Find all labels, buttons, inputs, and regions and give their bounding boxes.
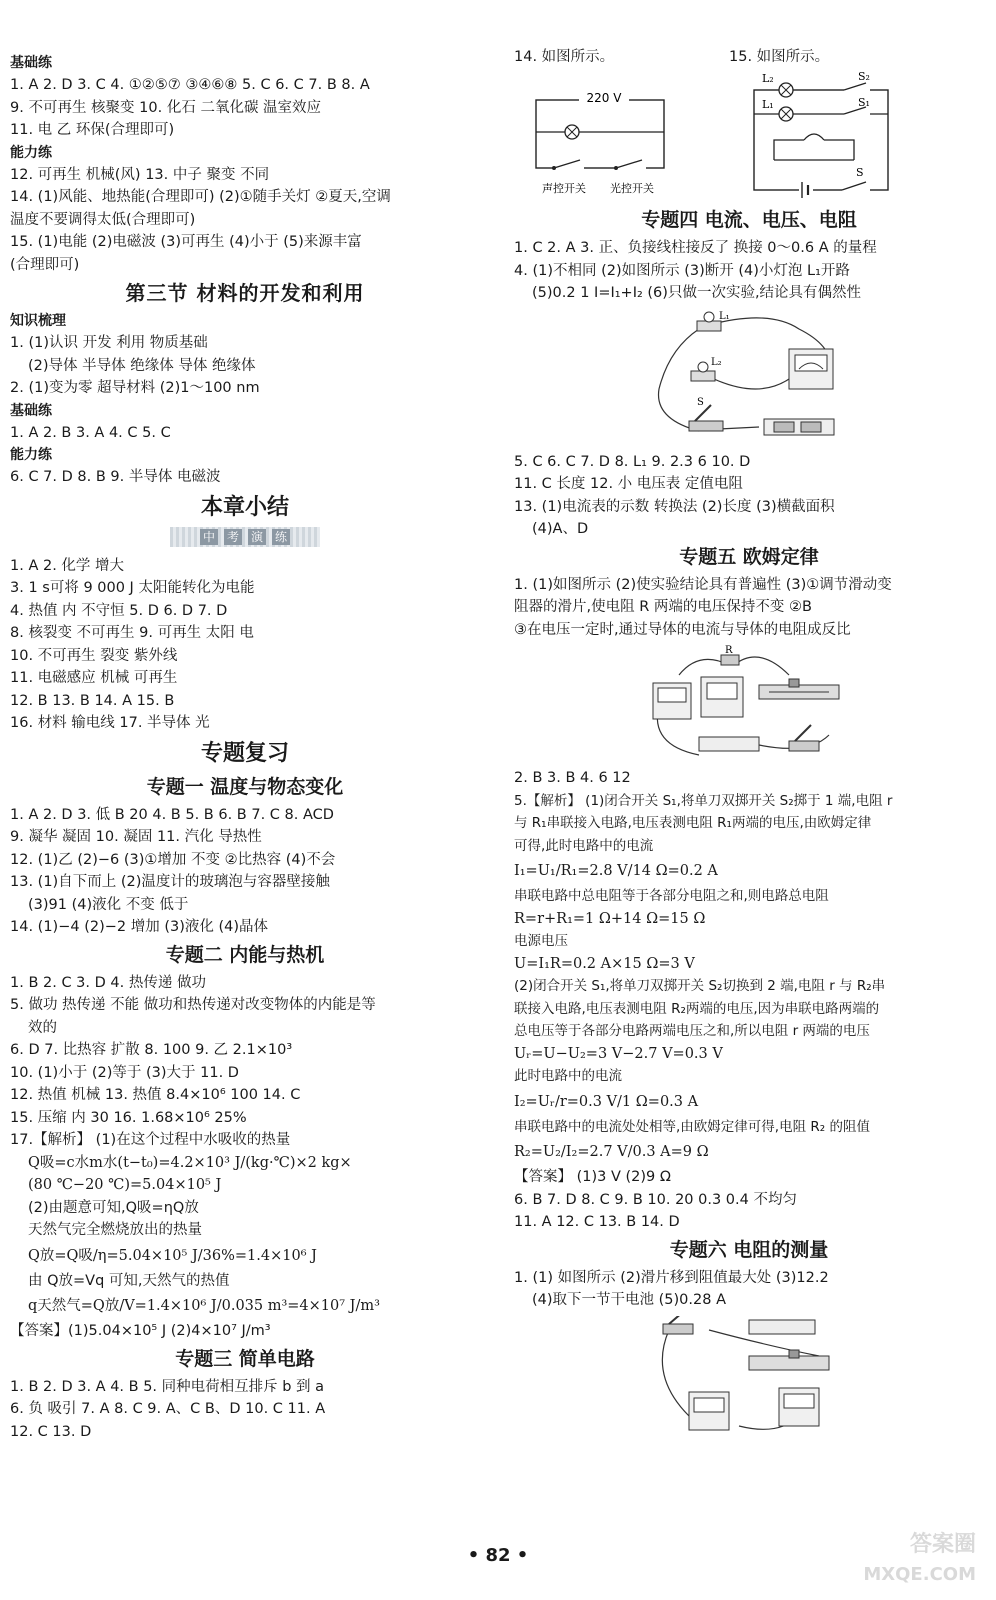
answer-line: 温度不要调得太低(合理即可) [10, 211, 196, 228]
banner-char: 中 [200, 529, 218, 545]
answer-line: 11. C 长度 12. 小 电压表 定值电阻 [514, 476, 743, 492]
answer-line: 11. A 12. C 13. B 14. D [514, 1214, 680, 1230]
section-title: 第三节 材料的开发和利用 [125, 281, 365, 305]
circuit-diagram-15 [744, 70, 894, 200]
answer-line: 1. A 2. 化学 增大 [10, 557, 125, 574]
solution-line: (2)闭合开关 S₁,将单刀双掷开关 S₂切换到 2 端,电阻 r 与 R₂串 [514, 978, 886, 994]
circuit-diagram-14 [524, 80, 684, 198]
exam-practice-banner [10, 527, 480, 547]
solution-line: 串联电路中的电流处处相等,由欧姆定律可得,电阻 R₂ 的阻值 [514, 1118, 870, 1135]
answer-line: 6. B 7. D 8. C 9. B 10. 20 0.3 0.4 不均匀 [514, 1191, 797, 1208]
lamp-label: L₂ [711, 356, 722, 368]
answer-line: 14. (1)风能、地热能(合理即可) (2)①随手关灯 ②夏天,空调 [10, 189, 391, 205]
formula-line: R=r+R₁=1 Ω+14 Ω=15 Ω [514, 910, 706, 927]
section-heading: 基础练 [10, 402, 52, 419]
formula-line: Q放=Q吸/η=5.04×10⁵ J/36%=1.4×10⁶ J [28, 1247, 317, 1264]
formula-line: Q吸=c水m水(t−t₀)=4.2×10³ J/(kg·℃)×2 kg× [28, 1154, 352, 1171]
answer-line: 6. 负 吸引 7. A 8. C 9. A、C B、D 10. C 11. A [10, 1401, 326, 1417]
chapter-title: 本章小结 [200, 493, 289, 520]
lamp-label: L₂ [762, 72, 774, 85]
answer-line: (4)A、D [532, 521, 589, 537]
answer-line: (5)0.2 1 I=I₁+I₂ (6)只做一次实验,结论具有偶然性 [532, 285, 862, 301]
answer-line: 13. (1)电流表的示数 转换法 (2)长度 (3)横截面积 [514, 498, 835, 515]
figure-caption: 15. 如图所示。 [729, 49, 830, 65]
solution-line: 电源电压 [514, 933, 568, 949]
answer-line: 5. 做功 热传递 不能 做功和热传递对改变物体的内能是等 [10, 997, 376, 1013]
formula-line: (80 ℃−20 ℃)=5.04×10⁵ J [28, 1177, 222, 1193]
solution-line: 可得,此时电路中的电流 [514, 837, 654, 854]
answer-line: 1. B 2. D 3. A 4. B 5. 同种电荷相互排斥 b 到 a [10, 1378, 325, 1395]
answer-line: 1. A 2. D 3. C 4. ①②⑤⑦ ③④⑥⑧ 5. C 6. C 7. B 8. A [10, 77, 370, 93]
answer-line: 1. A 2. D 3. 低 B 20 4. B 5. B 6. B 7. C 8. ACD [10, 806, 334, 823]
solution-line: 由 Q放=Vq 可知,天然气的热值 [28, 1272, 230, 1289]
solution-line: (2)由题意可知,Q吸=ηQ放 [28, 1199, 199, 1216]
formula-line: q天然气=Q放/V=1.4×10⁶ J/0.035 m³=4×10⁷ J/m³ [28, 1298, 380, 1314]
lamp-label: L₁ [719, 310, 730, 322]
solution-line: 5.【解析】 (1)闭合开关 S₁,将单刀双掷开关 S₂掷于 1 端,电阻 r [514, 792, 893, 809]
answer-line: 15. 压缩 内 30 16. 1.68×10⁶ 25% [10, 1109, 247, 1126]
answer-line: 5. C 6. C 7. D 8. L₁ 9. 2.3 6 10. D [514, 453, 751, 470]
section-heading: 基础练 [10, 55, 52, 71]
answer-line: 1. (1)认识 开发 利用 物质基础 [10, 335, 208, 351]
voltage-label: 220 V [586, 91, 622, 105]
switch-label: 光控开关 [610, 182, 654, 195]
answer-summary: 【答案】 (1)3 V (2)9 Ω [514, 1169, 671, 1185]
answer-line: 12. B 13. B 14. A 15. B [10, 692, 175, 709]
answer-line: 12. 可再生 机械(风) 13. 中子 聚变 不同 [10, 166, 270, 183]
circuit-figures-row [514, 46, 984, 204]
solution-line: 与 R₁串联接入电路,电压表测电阻 R₁两端的电压,由欧姆定律 [514, 815, 872, 831]
review-title: 专题复习 [200, 739, 289, 766]
answer-line: 14. (1)−4 (2)−2 增加 (3)液化 (4)晶体 [10, 919, 269, 935]
answer-line: 10. 不可再生 裂变 紫外线 [10, 647, 178, 664]
solution-line: 天然气完全燃烧放出的热量 [28, 1222, 202, 1238]
banner-char: 演 [248, 529, 266, 545]
answer-line: 3. 1 s可将 9 000 J 太阳能转化为电能 [10, 580, 255, 596]
watermark-text: 答案圈 [909, 1532, 976, 1557]
answer-line: 6. D 7. 比热容 扩散 8. 100 9. 乙 2.1×10³ [10, 1042, 293, 1058]
topic-title: 专题二 内能与热机 [165, 943, 325, 966]
answer-line: 1. (1) 如图所示 (2)滑片移到阻值最大处 (3)12.2 [514, 1269, 829, 1286]
topic-title: 专题六 电阻的测量 [669, 1238, 829, 1261]
answer-line: 9. 凝华 凝固 10. 凝固 11. 汽化 导热性 [10, 829, 262, 845]
switch-label: S [856, 166, 864, 179]
topic-title: 专题四 电流、电压、电阻 [641, 209, 857, 231]
right-column [514, 46, 984, 1444]
formula-line: R₂=U₂/I₂=2.7 V/0.3 A=9 Ω [514, 1144, 709, 1160]
answer-summary: 【答案】(1)5.04×10⁵ J (2)4×10⁷ J/m³ [10, 1323, 271, 1339]
answer-line: 11. 电 乙 环保(合理即可) [10, 122, 175, 138]
switch-label: S₁ [858, 96, 870, 109]
answer-line: 效的 [28, 1019, 57, 1036]
switch-label: S [697, 396, 704, 408]
solution-line: 17.【解析】 (1)在这个过程中水吸收的热量 [10, 1132, 291, 1148]
answer-line: 12. (1)乙 (2)−6 (3)①增加 不变 ②比热容 (4)不会 [10, 851, 336, 868]
page-number: • 82 • [467, 1545, 529, 1566]
answer-line: 16. 材料 输电线 17. 半导体 光 [10, 715, 210, 731]
answer-line: 11. 电磁感应 机械 可再生 [10, 670, 178, 686]
answer-line: 4. 热值 内 不守恒 5. D 6. D 7. D [10, 602, 228, 619]
solution-line: 串联电路中总电阻等于各部分电阻之和,则电路总电阻 [514, 888, 829, 904]
solution-line: 总电压等于各部分电路两端电压之和,所以电阻 r 两端的电压 [514, 1023, 870, 1039]
formula-line: I₂=Uᵣ/r=0.3 V/1 Ω=0.3 A [514, 1093, 699, 1110]
formula-line: I₁=U₁/R₁=2.8 V/14 Ω=0.2 A [514, 863, 718, 879]
answer-line: 1. C 2. A 3. 正、负接线柱接反了 换接 0～0.6 A 的量程 [514, 240, 877, 256]
topic-title: 专题五 欧姆定律 [679, 545, 819, 568]
answer-line: 12. 热值 机械 13. 热值 8.4×10⁶ 100 14. C [10, 1087, 301, 1103]
circuit-photo-topic6 [649, 1316, 849, 1440]
answer-line: 1. B 2. C 3. D 4. 热传递 做功 [10, 974, 206, 991]
answer-line: 6. C 7. D 8. B 9. 半导体 电磁波 [10, 469, 221, 485]
answer-line: (4)取下一节干电池 (5)0.28 A [532, 1292, 727, 1308]
answer-line: 9. 不可再生 核聚变 10. 化石 二氧化碳 温室效应 [10, 99, 322, 116]
section-heading: 能力练 [10, 144, 52, 161]
answer-line: (合理即可) [10, 256, 80, 273]
banner-char: 考 [224, 529, 242, 545]
lamp-label: L₁ [762, 98, 774, 111]
switch-label: 声控开关 [542, 182, 586, 195]
answer-line: 阻器的滑片,使电阻 R 两端的电压保持不变 ②B [514, 599, 812, 615]
watermark-url: MXQE.COM [863, 1564, 976, 1585]
topic-title: 专题一 温度与物态变化 [146, 775, 344, 798]
answer-line: (2)导体 半导体 绝缘体 导体 绝缘体 [28, 357, 256, 374]
answer-line: ③在电压一定时,通过导体的电流与导体的电阻成反比 [514, 621, 851, 638]
switch-label: S₂ [858, 70, 870, 83]
topic-title: 专题三 简单电路 [175, 1347, 315, 1370]
watermark [863, 1530, 976, 1590]
resistor-label: R [725, 645, 733, 656]
solution-line: 联接入电路,电压表测电阻 R₂两端的电压,因为串联电路两端的 [514, 1000, 880, 1017]
left-column [10, 52, 480, 1443]
answer-line: 4. (1)不相同 (2)如图所示 (3)断开 (4)小灯泡 L₁开路 [514, 262, 850, 279]
circuit-photo-topic4 [639, 309, 859, 447]
answer-line: 10. (1)小于 (2)等于 (3)大于 11. D [10, 1064, 239, 1081]
circuit-photo-topic5 [639, 645, 859, 763]
formula-line: Uᵣ=U−U₂=3 V−2.7 V=0.3 V [514, 1045, 723, 1062]
answer-line: 13. (1)自下而上 (2)温度计的玻璃泡与容器壁接触 [10, 874, 330, 890]
answer-line: 1. (1)如图所示 (2)使实验结论具有普遍性 (3)①调节滑动变 [514, 576, 892, 593]
answer-line: 1. A 2. B 3. A 4. C 5. C [10, 424, 171, 441]
figure-caption: 14. 如图所示。 [514, 49, 615, 65]
banner-char: 练 [272, 529, 290, 545]
section-heading: 能力练 [10, 447, 52, 463]
answer-line: (3)91 (4)液化 不变 低于 [28, 896, 189, 913]
solution-line: 此时电路中的电流 [514, 1068, 622, 1084]
answer-line: 2. B 3. B 4. 6 12 [514, 770, 631, 786]
answer-line: 12. C 13. D [10, 1423, 92, 1440]
formula-line: U=I₁R=0.2 A×15 Ω=3 V [514, 955, 695, 972]
answer-line: 15. (1)电能 (2)电磁波 (3)可再生 (4)小于 (5)来源丰富 [10, 234, 362, 250]
section-heading: 知识梳理 [10, 313, 66, 329]
answer-line: 2. (1)变为零 超导材料 (2)1～100 nm [10, 380, 260, 396]
answer-line: 8. 核裂变 不可再生 9. 可再生 太阳 电 [10, 625, 254, 641]
